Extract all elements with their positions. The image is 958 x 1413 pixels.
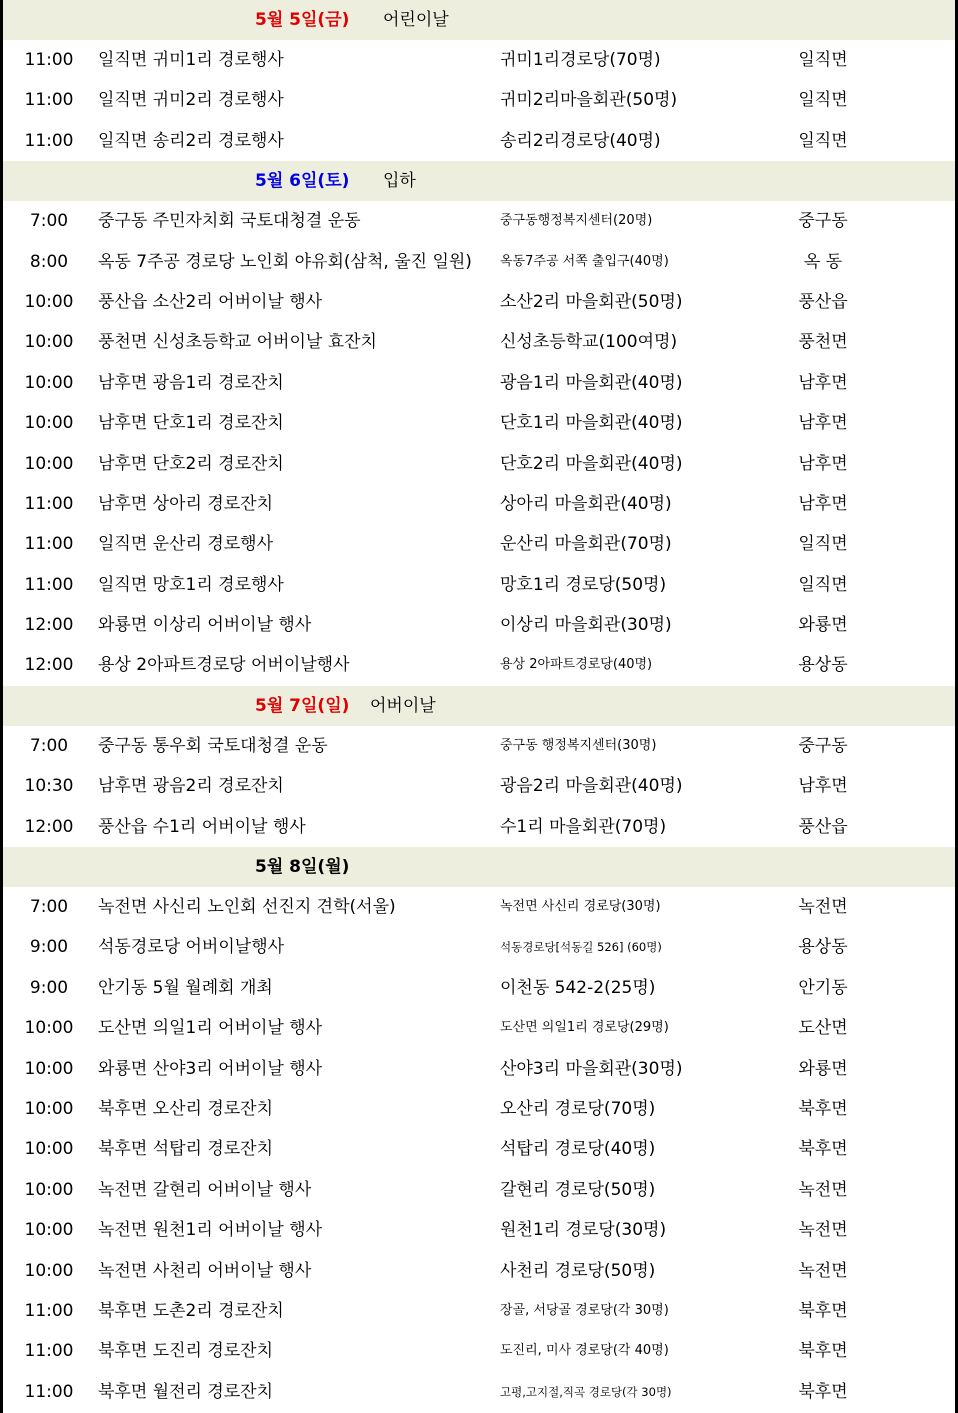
event-title: 일직면 송리2리 경로행사	[98, 130, 284, 151]
event-host: 옥 동	[803, 251, 843, 272]
event-host: 일직면	[798, 50, 848, 70]
event-host: 남후면	[798, 776, 848, 797]
event-time: 12:00	[24, 615, 74, 636]
day-header	[3, 686, 955, 726]
event-title: 녹전면 원천1리 어버이날 행사	[98, 1220, 323, 1241]
event-host: 와룡면	[798, 615, 848, 636]
event-host: 용상동	[798, 937, 848, 958]
schedule-row	[3, 1251, 955, 1291]
event-venue: 갈현리 경로당(50명)	[500, 1179, 656, 1200]
event-title: 중구동 주민자치회 국토대청결 운동	[98, 211, 361, 232]
event-title: 남후면 단호1리 경로잔치	[98, 413, 284, 434]
schedule-row	[3, 363, 955, 403]
event-title: 석동경로당 어버이날행사	[98, 937, 285, 958]
event-title: 옥동 7주공 경로당 노인회 야유회(삼척, 울진 일원)	[98, 251, 472, 272]
event-title: 풍산읍 소산2리 어버이날 행사	[98, 291, 323, 312]
event-venue: 운산리 마을회관(70명)	[500, 534, 672, 555]
event-venue: 옥동7주공 서쪽 출입구(40명)	[500, 253, 669, 269]
event-venue: 광음1리 마을회관(40명)	[500, 372, 683, 393]
event-venue: 중구동 행정복지센터(30명)	[500, 737, 657, 753]
event-time: 7:00	[29, 211, 69, 232]
schedule-row	[3, 565, 955, 605]
schedule-row	[3, 968, 955, 1008]
event-time: 11:00	[24, 493, 74, 514]
event-time: 11:00	[24, 90, 74, 111]
day-header	[3, 847, 955, 887]
schedule-row	[3, 927, 955, 967]
event-time: 10:00	[24, 1058, 74, 1079]
event-host: 일직면	[798, 130, 848, 151]
event-venue: 석동경로당[석동길 526] (60명)	[500, 940, 662, 955]
event-title: 용상 2아파트경로당 어버이날행사	[98, 655, 350, 676]
event-host: 일직면	[798, 534, 848, 555]
event-host: 남후면	[798, 372, 848, 393]
schedule-row	[3, 121, 955, 161]
event-host: 북후면	[798, 1139, 848, 1160]
event-host: 일직면	[798, 90, 848, 111]
event-host: 중구동	[798, 211, 848, 232]
event-title: 남후면 단호2리 경로잔치	[98, 453, 284, 474]
event-host: 남후면	[798, 413, 848, 434]
event-title: 북후면 도진리 경로잔치	[98, 1341, 274, 1362]
event-host: 안기동	[798, 977, 848, 998]
event-venue: 귀미2리마을회관(50명)	[500, 90, 678, 111]
event-title: 도산면 의일1리 어버이날 행사	[98, 1018, 323, 1039]
event-venue: 도산면 의일1리 경로당(29명)	[500, 1020, 669, 1036]
event-title: 와룡면 산야3리 어버이날 행사	[98, 1058, 323, 1079]
schedule-sheet	[3, 0, 955, 1413]
schedule-row	[3, 1089, 955, 1129]
event-venue: 고평,고지절,직곡 경로당(각 30명)	[500, 1384, 672, 1399]
schedule-row	[3, 201, 955, 241]
event-time: 10:00	[24, 413, 74, 434]
schedule-row	[3, 80, 955, 120]
event-venue: 단호1리 마을회관(40명)	[500, 413, 683, 434]
event-host: 풍산읍	[798, 816, 848, 837]
event-venue: 상아리 마을회관(40명)	[500, 493, 672, 514]
event-venue: 이상리 마을회관(30명)	[500, 615, 672, 636]
schedule-row	[3, 403, 955, 443]
event-venue: 용상 2아파트경로당(40명)	[500, 657, 653, 673]
event-venue: 수1리 마을회관(70명)	[500, 816, 667, 837]
schedule-row	[3, 444, 955, 484]
event-venue: 신성초등학교(100여명)	[500, 332, 678, 353]
schedule-row	[3, 1129, 955, 1169]
event-title: 북후면 오산리 경로잔치	[98, 1098, 274, 1119]
event-time: 11:00	[24, 1300, 74, 1321]
event-time: 10:00	[24, 1220, 74, 1241]
event-title: 녹전면 사신리 노인회 선진지 견학(서울)	[98, 897, 396, 918]
event-venue: 원천1리 경로당(30명)	[500, 1220, 667, 1241]
event-host: 풍산읍	[798, 291, 848, 312]
event-host: 용상동	[798, 655, 848, 676]
event-time: 10:00	[24, 453, 74, 474]
event-venue: 산야3리 마을회관(30명)	[500, 1058, 683, 1079]
schedule-row	[3, 40, 955, 80]
schedule-row	[3, 887, 955, 927]
event-venue: 장골, 서당골 경로당(각 30명)	[500, 1302, 669, 1318]
event-time: 10:00	[24, 1179, 74, 1200]
day-header	[3, 0, 955, 40]
event-title: 와룡면 이상리 어버이날 행사	[98, 615, 312, 636]
event-time: 11:00	[24, 534, 74, 555]
event-title: 일직면 귀미2리 경로행사	[98, 90, 284, 111]
event-time: 11:00	[24, 574, 74, 595]
schedule-row	[3, 242, 955, 282]
event-time: 9:00	[29, 977, 69, 998]
event-time: 10:00	[24, 332, 74, 353]
schedule-row	[3, 282, 955, 322]
event-host: 녹전면	[798, 1179, 848, 1200]
schedule-row	[3, 807, 955, 847]
event-time: 12:00	[24, 655, 74, 676]
day-label: 어린이날	[383, 10, 449, 30]
event-venue: 오산리 경로당(70명)	[500, 1098, 656, 1119]
event-title: 북후면 월전리 경로잔치	[98, 1381, 274, 1402]
event-venue: 석탑리 경로당(40명)	[500, 1139, 656, 1160]
event-host: 녹전면	[798, 1220, 848, 1241]
event-host: 북후면	[798, 1098, 848, 1119]
event-time: 10:00	[24, 1018, 74, 1039]
schedule-row	[3, 1170, 955, 1210]
schedule-row	[3, 726, 955, 766]
event-title: 남후면 광음2리 경로잔치	[98, 776, 284, 797]
schedule-row	[3, 766, 955, 806]
event-title: 남후면 광음1리 경로잔치	[98, 372, 284, 393]
event-host: 북후면	[798, 1341, 848, 1362]
event-title: 북후면 도촌2리 경로잔치	[98, 1300, 284, 1321]
event-time: 10:00	[24, 291, 74, 312]
event-time: 12:00	[24, 816, 74, 837]
event-host: 녹전면	[798, 1260, 848, 1281]
schedule-row	[3, 1049, 955, 1089]
schedule-row	[3, 322, 955, 362]
event-title: 풍천면 신성초등학교 어버이날 효잔치	[98, 332, 377, 353]
schedule-row	[3, 605, 955, 645]
event-title: 녹전면 사천리 어버이날 행사	[98, 1260, 312, 1281]
event-time: 10:00	[24, 1139, 74, 1160]
schedule-row	[3, 1331, 955, 1371]
event-venue: 사천리 경로당(50명)	[500, 1260, 656, 1281]
event-venue: 도진리, 미사 경로당(각 40명)	[500, 1343, 669, 1359]
schedule-row	[3, 1291, 955, 1331]
schedule-row	[3, 484, 955, 524]
event-time: 8:00	[29, 251, 69, 272]
event-host: 도산면	[798, 1018, 848, 1039]
event-venue: 단호2리 마을회관(40명)	[500, 453, 683, 474]
day-date: 5월 7일(일)	[255, 695, 350, 716]
event-title: 일직면 망호1리 경로행사	[98, 574, 284, 595]
event-host: 북후면	[798, 1300, 848, 1321]
event-time: 9:00	[29, 937, 69, 958]
event-time: 7:00	[29, 897, 69, 918]
day-label: 어버이날	[370, 695, 436, 716]
event-time: 11:00	[24, 1381, 74, 1402]
event-venue: 광음2리 마을회관(40명)	[500, 776, 683, 797]
event-time: 10:00	[24, 1260, 74, 1281]
event-host: 중구동	[798, 735, 848, 756]
schedule-row	[3, 1008, 955, 1048]
schedule-row	[3, 1372, 955, 1412]
event-host: 남후면	[798, 493, 848, 514]
event-title: 북후면 석탑리 경로잔치	[98, 1139, 274, 1160]
event-time: 7:00	[29, 735, 69, 756]
event-time: 11:00	[24, 130, 74, 151]
schedule-row	[3, 1210, 955, 1250]
event-title: 안기동 5월 월례회 개최	[98, 977, 273, 998]
event-time: 11:00	[24, 1341, 74, 1362]
event-title: 남후면 상아리 경로잔치	[98, 493, 274, 514]
day-date: 5월 6일(토)	[255, 171, 350, 192]
event-host: 일직면	[798, 574, 848, 595]
event-time: 11:00	[24, 50, 74, 70]
event-venue: 중구동행정복지센터(20명)	[500, 213, 653, 229]
event-venue: 송리2리경로당(40명)	[500, 130, 661, 151]
schedule-row	[3, 645, 955, 685]
event-venue: 이천동 542-2(25명)	[500, 977, 656, 998]
schedule-row	[3, 524, 955, 564]
event-host: 남후면	[798, 453, 848, 474]
event-venue: 귀미1리경로당(70명)	[500, 50, 661, 70]
event-host: 북후면	[798, 1381, 848, 1402]
event-time: 10:00	[24, 1098, 74, 1119]
event-host: 녹전면	[798, 897, 848, 918]
day-date: 5월 8일(월)	[255, 857, 350, 878]
day-header	[3, 161, 955, 201]
event-title: 일직면 운산리 경로행사	[98, 534, 274, 555]
event-title: 중구동 통우회 국토대청결 운동	[98, 735, 328, 756]
event-time: 10:30	[24, 776, 74, 797]
event-host: 와룡면	[798, 1058, 848, 1079]
event-host: 풍천면	[798, 332, 848, 353]
event-title: 녹전면 갈현리 어버이날 행사	[98, 1179, 312, 1200]
event-venue: 소산2리 마을회관(50명)	[500, 291, 683, 312]
day-label: 입하	[383, 171, 416, 192]
event-time: 10:00	[24, 372, 74, 393]
event-title: 풍산읍 수1리 어버이날 행사	[98, 816, 306, 837]
event-title: 일직면 귀미1리 경로행사	[98, 50, 284, 70]
event-venue: 녹전면 사신리 경로당(30명)	[500, 899, 661, 915]
event-venue: 망호1리 경로당(50명)	[500, 574, 667, 595]
day-date: 5월 5일(금)	[255, 10, 350, 30]
